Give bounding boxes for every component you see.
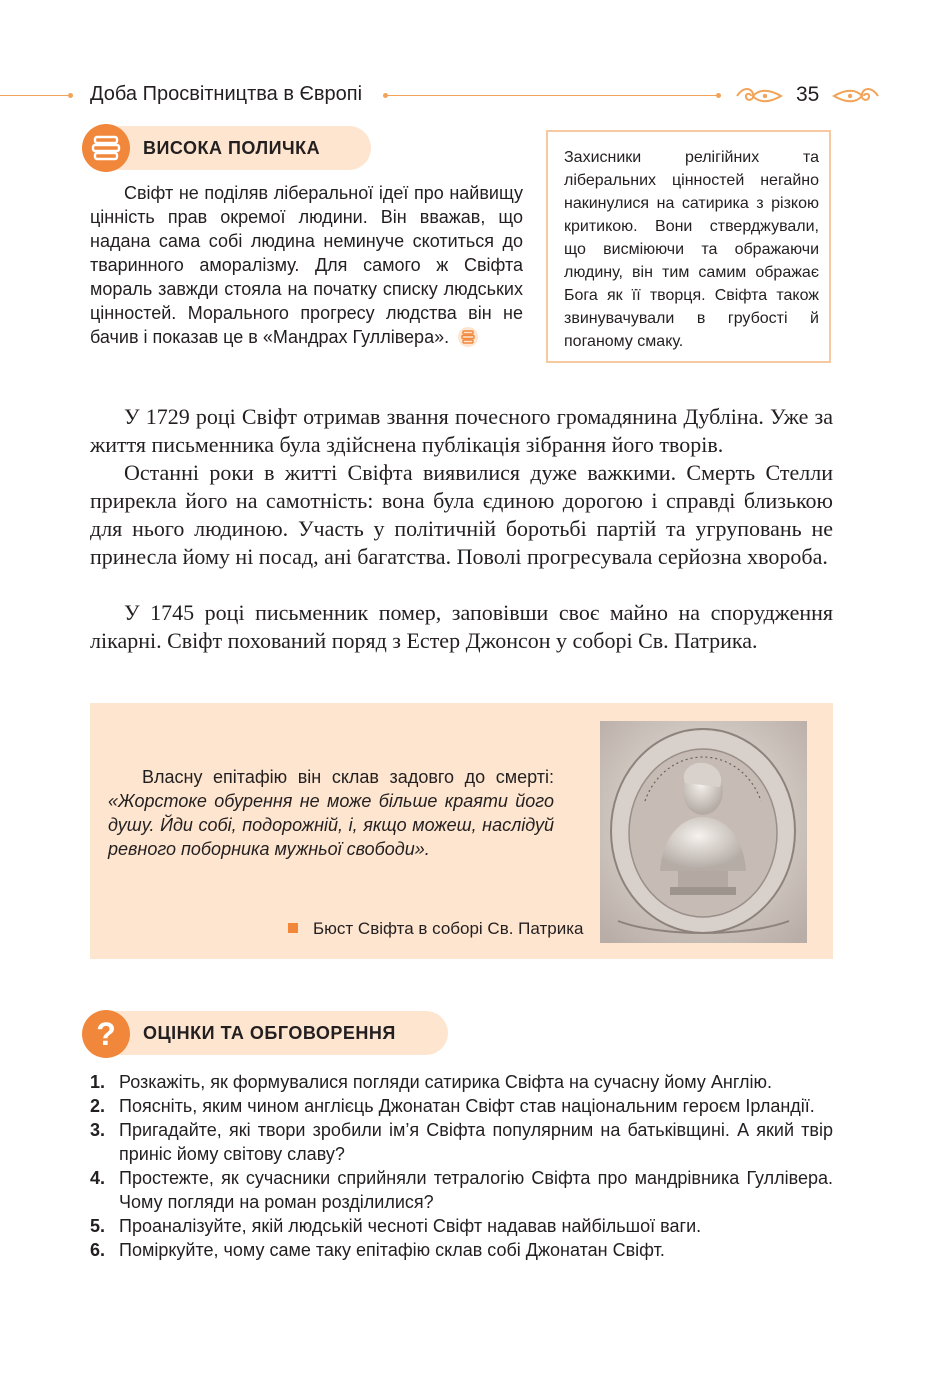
header-rule-dot bbox=[716, 93, 721, 98]
body-paragraph-1: У 1729 році Свіфт отримав звання почесного громадянина Дубліна. Уже за життя письменника була здійснена публікація зібрання його творів. bbox=[90, 404, 833, 457]
shelf-paragraph: Свіфт не поділяв ліберальної ідеї про найвищу цінність прав окремої людини. Він вважав, що надана сама собі людина неминуче скотиться до тваринного аморалізму. Для самого ж Свіфта мораль завжди стояла на початку списку людських цінностей. Морального прогресу людства він не бачив і показав це в «Мандрах Гуллівера». bbox=[90, 183, 523, 347]
shelf-title: ВИСОКА ПОЛИЧКА bbox=[143, 138, 321, 158]
question-item: 1. Розкажіть, як формувалися погляди сатирика Свіфта на сучасну йому Англію. bbox=[90, 1072, 773, 1092]
books-icon bbox=[82, 124, 130, 172]
caption-bullet-icon bbox=[288, 923, 298, 933]
ornament-right-icon bbox=[832, 85, 880, 107]
header-rule-dot bbox=[68, 93, 73, 98]
question-item: 3. Пригадайте, які твори зробили ім’я Свіфта популярним на батьківщині. А який твір приніс йому світову славу? bbox=[90, 1120, 833, 1164]
question-list bbox=[90, 1070, 833, 1262]
epitaph-panel bbox=[90, 703, 833, 959]
body-paragraph-3: У 1745 році письменник помер, заповівши своє майно на спорудження лікарні. Свіфт похований поряд з Естер Джонсон у соборі Св. Патрика. bbox=[90, 600, 833, 653]
sidebox-text: Захисники релігійних та ліберальних цінностей негайно накинулися на сатирика з різкою критикою. Вони стверджували, що висміюючи та ображаючи людину, він тим самим ображає Бога як її творця. Свіфта також звинувачували в грубості й поганому смаку. bbox=[564, 149, 819, 350]
header-rule-left bbox=[0, 95, 68, 96]
body-paragraph-2: Останні роки в житті Свіфта виявилися дуже важкими. Смерть Стелли прирекла його на самотність: вона була єдиною дорогою і справді близькою для нього людиною. Участь у політичній боротьбі партій та угруповань не принесла йому ні посад, ані багатства. Поволі прогресувала серйозна хвороба. bbox=[90, 460, 833, 569]
shelf-sidebox bbox=[546, 130, 831, 363]
photo-caption: Бюст Свіфта в соборі Св. Патрика bbox=[288, 919, 584, 939]
page-number: 35 bbox=[796, 83, 820, 106]
header-rule-middle bbox=[388, 95, 718, 96]
question-icon bbox=[82, 1010, 130, 1058]
running-header bbox=[0, 82, 952, 110]
discussion-title: ОЦІНКИ ТА ОБГОВОРЕННЯ bbox=[143, 1023, 396, 1043]
question-item: 5. Проаналізуйте, якій людській чесноті Свіфт надавав найбільшої ваги. bbox=[90, 1216, 702, 1236]
books-small-icon bbox=[457, 327, 479, 347]
swift-bust-photo bbox=[600, 721, 807, 943]
epitaph-text: Власну епітафію він склав задовго до смерті: «Жорстоке обурення не може більше краяти його душу. Йди собі, подорожній, і, якщо можеш, наслідуй ревного поборника мужньої свободи». bbox=[108, 767, 554, 859]
svg-text:?: ? bbox=[96, 1016, 116, 1052]
chapter-title: Доба Просвітництва в Європі bbox=[90, 83, 363, 105]
question-item: 6. Поміркуйте, чому саме таку епітафію склав собі Джонатан Свіфт. bbox=[90, 1240, 665, 1260]
ornament-left-icon bbox=[735, 85, 783, 107]
epitaph-quote: «Жорстоке обурення не може більше краяти його душу. Йди собі, подорожній, і, якщо можеш, наслідуй ревного поборника мужньої свободи». bbox=[108, 791, 554, 859]
question-item: 4. Простежте, як сучасники сприйняли тетралогію Свіфта про мандрівника Гуллівера. Чому погляди на роман розділилися? bbox=[90, 1168, 833, 1212]
question-item: 2. Поясніть, яким чином англієць Джонатан Свіфт став національним героєм Ірландії. bbox=[90, 1096, 815, 1116]
